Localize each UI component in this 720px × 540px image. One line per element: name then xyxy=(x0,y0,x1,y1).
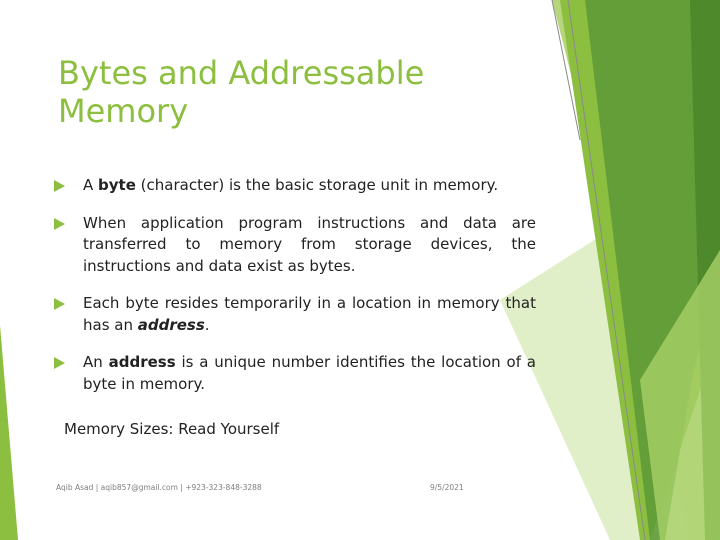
bullet-item xyxy=(54,293,536,336)
bullet-text: (character) is the basic storage unit in memory. xyxy=(135,176,499,194)
keyword-address: address xyxy=(108,353,176,371)
bullet-list xyxy=(54,175,536,411)
bullet-text: A xyxy=(83,176,99,194)
footer-author: Aqib Asad | aqib857@gmail.com | +923-323-848-3288 xyxy=(56,483,262,492)
bullet-text: is a unique number identifies the location of a byte in memory. xyxy=(83,353,536,393)
bullet-text: . xyxy=(204,315,210,334)
bullet-arrow-icon xyxy=(54,298,65,310)
bullet-arrow-icon xyxy=(54,218,65,230)
left-accent-shape xyxy=(0,325,18,540)
keyword-byte: byte xyxy=(98,176,136,194)
footer-date: 9/5/2021 xyxy=(430,483,464,492)
bullet-arrow-icon xyxy=(54,180,65,192)
bullet-item xyxy=(54,213,536,278)
bullet-text: Each byte resides temporarily in a location in memory that has an xyxy=(83,294,536,334)
bullet-item xyxy=(54,352,536,395)
bullet-arrow-icon xyxy=(54,357,65,369)
keyword-address-emphasis: address xyxy=(137,315,205,334)
bullet-text: When application program instructions and data are transferred to memory from storage devices, the instructions and data exist as bytes. xyxy=(83,213,536,275)
bullet-text: An xyxy=(83,353,109,371)
bullet-item xyxy=(54,175,536,197)
memory-sizes-note: Memory Sizes: Read Yourself xyxy=(64,420,280,438)
slide-title: Bytes and Addressable Memory xyxy=(58,54,425,130)
